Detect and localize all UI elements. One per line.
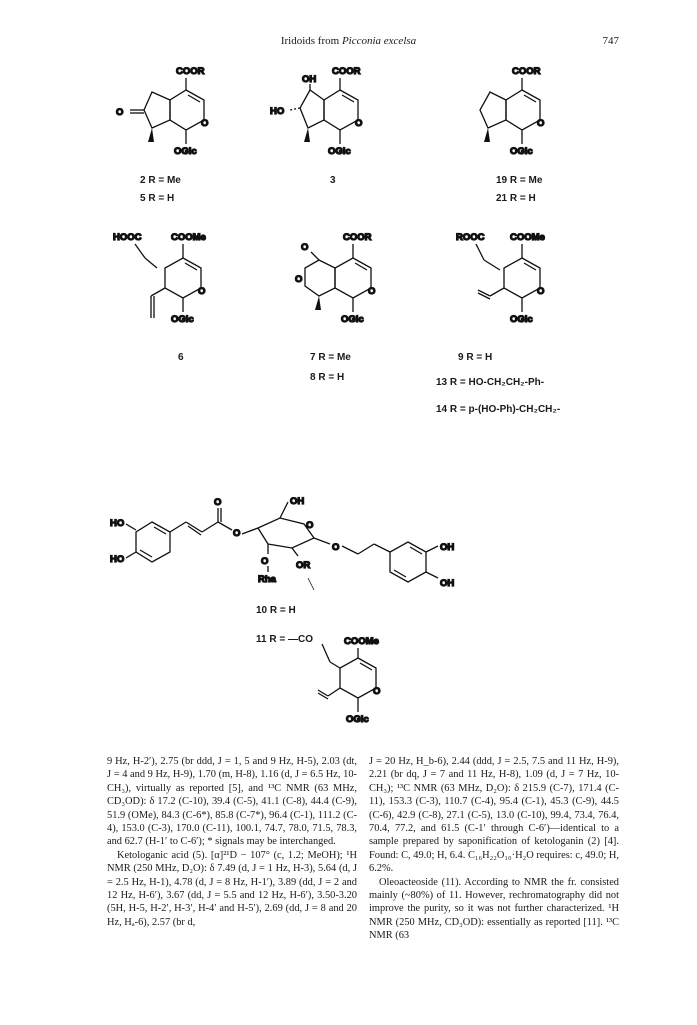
struct-6-hooc: HOOC <box>113 232 142 243</box>
struct-7-ring-o: O <box>368 286 376 297</box>
page-number: 747 <box>602 35 619 47</box>
label-5: 5 R = H <box>140 193 175 204</box>
struct-10-oh-r1: OH <box>440 542 455 553</box>
struct-10-ring-o: O <box>306 520 314 531</box>
struct-7-oglc: OGlc <box>341 314 364 325</box>
structure-10 <box>108 478 528 593</box>
struct-7-coor: COOR <box>343 232 372 243</box>
struct-9-coome: COOMe <box>510 232 545 243</box>
label-2: 2 R = Me <box>140 175 181 186</box>
label-3: 3 <box>330 175 336 186</box>
struct-11-ring-o: O <box>373 686 381 697</box>
struct-10-oh-top: OH <box>290 496 305 507</box>
structure-7-8 <box>275 228 405 338</box>
label-11-def: 11 R = —CO <box>256 634 313 645</box>
struct-6-coome: COOMe <box>171 232 206 243</box>
struct-3-ho: HO <box>270 106 285 117</box>
structure-3 <box>260 62 390 162</box>
struct-3-ring-o: O <box>355 118 363 129</box>
struct-3-oglc: OGlc <box>328 146 351 157</box>
struct-10-or: OR <box>296 560 311 571</box>
structure-6 <box>105 228 235 338</box>
struct-3-coor: COOR <box>332 66 361 77</box>
struct-10-rha: Rha <box>258 574 276 585</box>
column-right <box>369 755 619 943</box>
struct-9-ring-o: O <box>537 286 545 297</box>
structure-11 <box>320 628 420 738</box>
struct-2-oxo-o: O <box>116 107 124 118</box>
body-text <box>107 755 637 1015</box>
label-6: 6 <box>178 352 184 363</box>
struct-7-lactone-o1: O <box>301 242 309 253</box>
struct-10-carbonyl-o: O <box>214 497 222 508</box>
label-8: 8 R = H <box>310 372 345 383</box>
structure-2-5 <box>108 62 228 162</box>
label-13: 13 R = HO-CH₂CH₂-Ph- <box>436 377 545 388</box>
label-9: 9 R = H <box>458 352 493 363</box>
struct-11-coome: COOMe <box>344 636 379 647</box>
struct-9-oglc: OGlc <box>510 314 533 325</box>
paragraph: J = 20 Hz, H_b-6), 2.44 (ddd, J = 2.5, 7.5 and 11 Hz, H-9), 2.21 (br dq, J = 7 and 11 Hz, H-8), 1.09 (d, J = 7 Hz, 10-CH₃); ¹³C NMR (63 MHz, D₂O): δ 215.9 (C-7), 171.4 (C-11), 153.3 (C-3), 110.7 (C-4), 95.4 (C-1), 45.3 (C-9), 44.5 (C-6), 42.9 (C-8), 27.1 (C-5), 13.0 (C-10), 99.4, 73.4, 76.4, 70.4, 77.2, and 61.5 (C-1′ through C-6′)—identical to a sample prepared by saponification of ketologanin (2) [4]. Found: C, 49.0; H, 6.4. C₁₆H₂₂O₁₀·H₂O requires: c, 49.0; H, 6.2%. <box>369 756 619 875</box>
struct-10-ether-o: O <box>332 542 340 553</box>
paragraph: 9 Hz, H-2′), 2.75 (br ddd, J = 1, 5 and 9 Hz, H-5), 2.03 (dt, J = 4 and 9 Hz, H-9), 1.70 (m, H-8), 1.16 (d, J = 6.5 Hz, 10-CH₃), virtually as reported [5], and ¹³C NMR (63 MHz, CD₃OD): δ 17.2 (C-10), 39.4 (C-5), 41.1 (C-8), 44.4 (C-9), 51.9 (OMe), 84.3 (C-6*), 85.8 (C-7*), 96.4 (C-1), 111.2 (C-4), 153.0 (C-3), 170.0 (C-11), 100.1, 74.7, 78.0, 71.5, 78.3, and 62.7 (H-1′ to C-6′); * signals may be interchanged. <box>107 756 357 848</box>
struct-19-ring-o: O <box>537 118 545 129</box>
struct-6-ring-o: O <box>198 286 206 297</box>
struct-2-coor: COOR <box>176 66 205 77</box>
struct-6-oglc: OGlc <box>171 314 194 325</box>
running-header <box>0 35 697 51</box>
column-left <box>107 755 357 929</box>
struct-10-oh-r2: OH <box>440 578 455 589</box>
structure-9-13-14 <box>448 228 578 338</box>
struct-2-ring-o: O <box>201 118 209 129</box>
label-10: 10 R = H <box>256 605 296 616</box>
running-title: Iridoids from Picconia excelsa <box>280 35 417 47</box>
struct-10-o-rha: O <box>261 556 269 567</box>
struct-3-oh: OH <box>302 74 317 85</box>
label-21: 21 R = H <box>496 193 536 204</box>
paragraph: Ketologanic acid (5). [α]²¹D − 107° (c, 1.2; MeOH); ¹H NMR (250 MHz, D₂O): δ 7.49 (d, J = 1 Hz, H-3), 5.64 (d, J = 2.5 Hz, H-1), 4.78 (d, J = 8 Hz, H-1′), 3.89 (dd, J = 2 and 12 Hz, H-6′), 3.67 (dd, J = 5.5 and 12 Hz, H-6′), 3.50-3.20 (5H, H-5, H-2′, H-3′, H-4′ and H-5′), 2.69 (dd, J = 8 and 20 Hz, Hₐ-6), 2.57 (br d, <box>107 849 357 928</box>
struct-7-lactone-o2: O <box>295 274 303 285</box>
struct-11-oglc: OGlc <box>346 714 369 725</box>
paragraph: Oleoacteoside (11). According to NMR the fr. consisted mainly (~80%) of 11. However, rechromatography did not improve the purity, so it was not further characterized. ¹H NMR (250 MHz, CD₃OD): essentially as reported [11]. ¹³C NMR (63 <box>369 876 619 942</box>
struct-2-oglc: OGlc <box>174 146 197 157</box>
label-19: 19 R = Me <box>496 175 543 186</box>
struct-10-ho1: HO <box>110 518 125 529</box>
label-7: 7 R = Me <box>310 352 351 363</box>
struct-19-coor: COOR <box>512 66 541 77</box>
struct-9-rooc: ROOC <box>456 232 485 243</box>
struct-10-ester-o: O <box>233 528 241 539</box>
struct-19-oglc: OGlc <box>510 146 533 157</box>
label-14: 14 R = p-(HO-Ph)-CH₂CH₂- <box>436 404 561 415</box>
struct-10-ho2: HO <box>110 554 125 565</box>
structure-19-21 <box>460 62 580 162</box>
